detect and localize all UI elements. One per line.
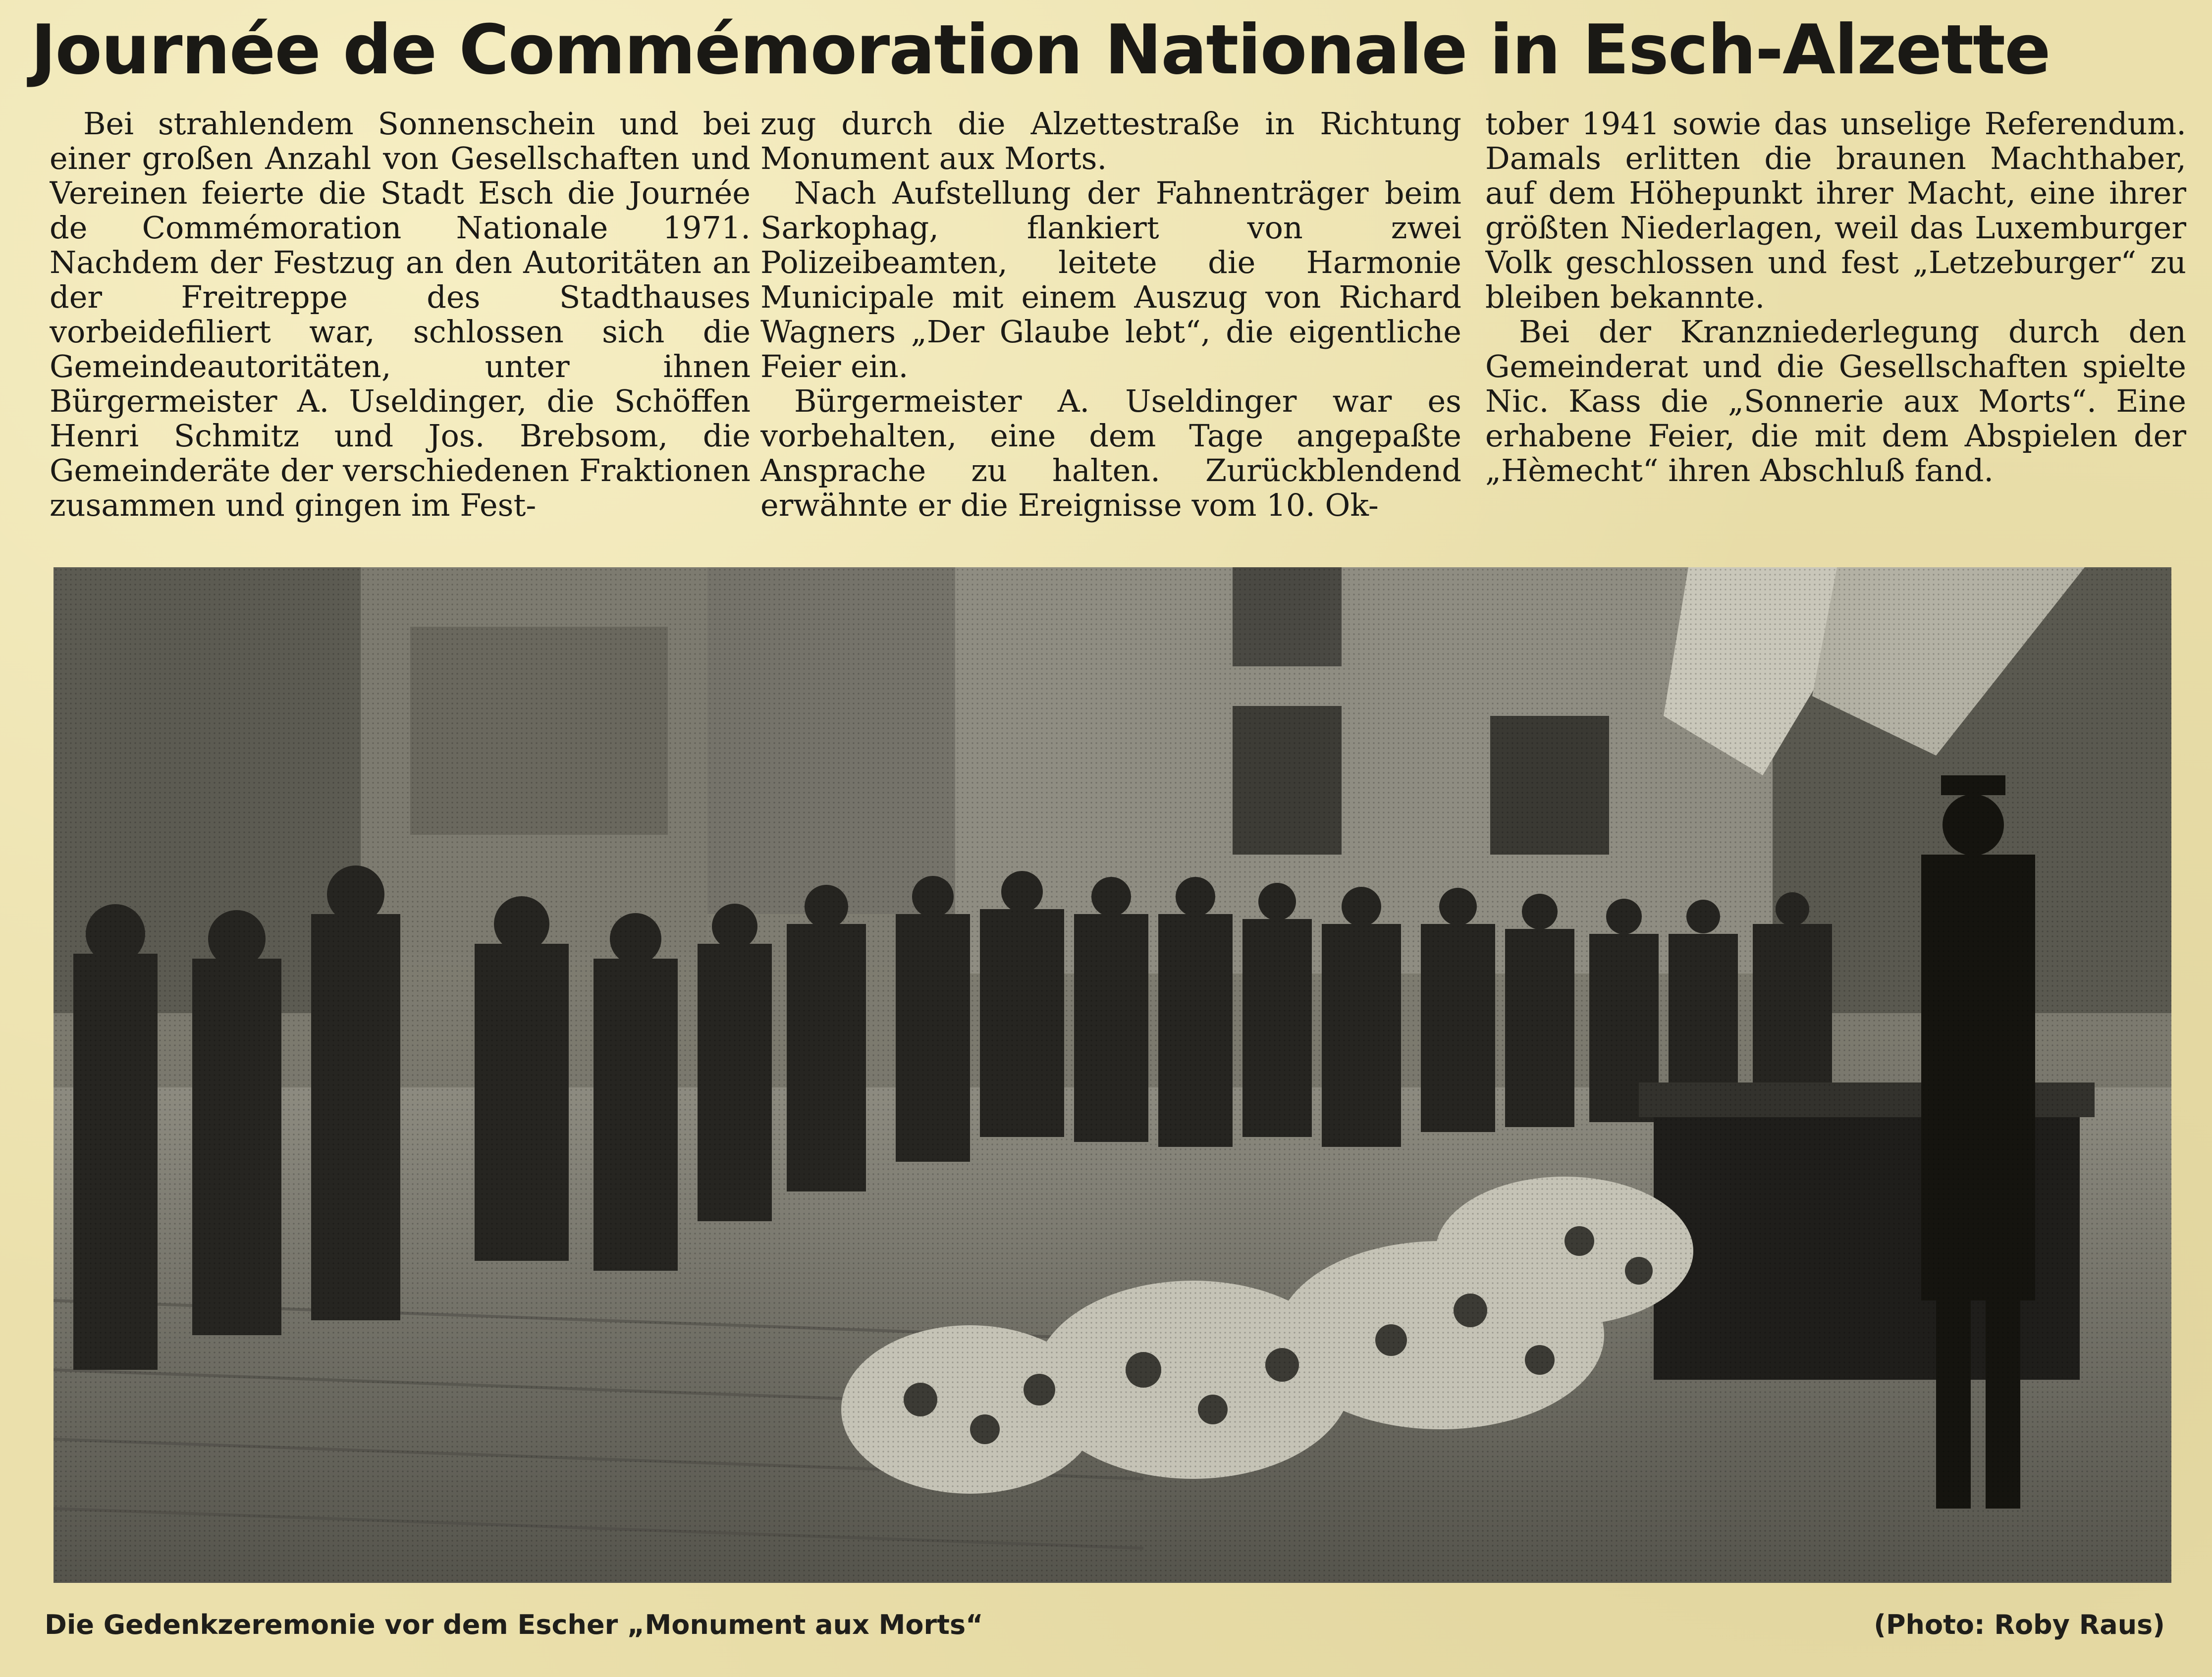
- ceremony-photo-image: [54, 567, 2171, 1583]
- photo-credit: (Photo: Roby Raus): [1874, 1609, 2165, 1640]
- paragraph: tober 1941 sowie das unselige Referendum. Damals erlitten die braunen Machthaber, auf dem Höhepunkt ihrer Macht, eine ihrer größten Niederlagen, weil das Luxemburger Volk geschlossen und fest „Letzeburger“ zu bleiben bekannte.: [1485, 107, 2186, 315]
- paragraph: Bürgermeister A. Useldinger war es vorbehalten, eine dem Tage angepaßte Ansprache zu halten. Zurückblendend erwähnte er die Ereignisse vom 10. Ok-: [760, 383, 1461, 523]
- paragraph: zug durch die Alzettestraße in Richtung Monument aux Morts.: [760, 107, 1461, 176]
- photo-caption: Die Gedenkzeremonie vor dem Escher „Monument aux Morts“: [45, 1609, 983, 1640]
- paragraph: Nach Aufstellung der Fahnenträger beim Sarkophag, flankiert von zwei Polizeibeamten, leitete die Harmonie Municipale mit einem Auszug von Richard Wagners „Der Glaube lebt“, die eigentliche Feier ein.: [760, 175, 1461, 384]
- paragraph: Bei der Kranzniederlegung durch den Gemeinderat und die Gesellschaften spielte Nic. Kass die „Sonnerie aux Morts“. Eine erhabene Feier, die mit dem Abspielen der „Hèmecht“ ihren Abschluß fand.: [1485, 314, 2186, 488]
- article-column-1: [50, 107, 751, 533]
- article-column-2: [760, 107, 1461, 533]
- article-column-3: [1485, 107, 2186, 533]
- article-headline: Journée de Commémoration Nationale in Esch-Alzette: [31, 10, 2050, 90]
- paragraph: Bei strahlendem Sonnenschein und bei einer großen Anzahl von Gesellschaften und Vereinen feierte die Stadt Esch die Journée de Commémoration Nationale 1971. Nachdem der Festzug an den Autoritäten an der Freitreppe des Stadthauses vorbeidefiliert war, schlossen sich die Gemeindeautoritäten, unter ihnen Bürgermeister A. Useldinger, die Schöffen Henri Schmitz und Jos. Brebsom, die Gemeinderäte der verschiedenen Fraktionen zusammen und gingen im Fest-: [50, 107, 751, 523]
- ceremony-photo: [54, 567, 2171, 1583]
